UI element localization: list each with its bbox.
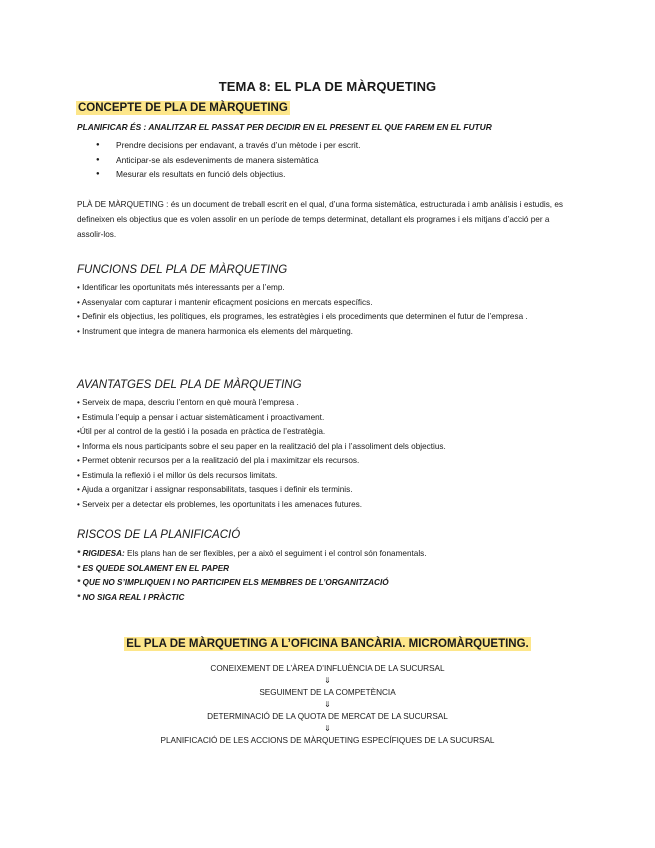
list-item: [77, 547, 427, 562]
list-item: • Serveix de mapa, descriu l’entorn en què mourà l’empresa .: [77, 398, 299, 407]
funcions-heading: FUNCIONS DEL PLA DE MÀRQUETING: [77, 264, 288, 276]
list-item: * NO SIGA REAL I PRÀCTIC: [77, 592, 185, 602]
list-item: ● Anticipar-se als esdeveniments de manera sistemàtica: [96, 153, 360, 168]
micromarqueting-flow: [0, 662, 655, 747]
flow-step: CONEIXEMENT DE L’ÀREA D’INFLUÈNCIA DE LA SUCURSAL: [210, 664, 445, 673]
funcions-list: [77, 281, 577, 340]
flow-step: PLANIFICACIÓ DE LES ACCIONS DE MÀRQUETING ESPECÍFIQUES DE LA SUCURSAL: [160, 736, 495, 745]
rigidesa-label: * RIGIDESA:: [77, 549, 125, 558]
list-item: • Serveix per a detectar els problemes, les oportunitats i les amenaces futures.: [77, 499, 363, 509]
list-item: • Informa els nous participants sobre el seu paper en la realització del pla i l’assoliment dels objectius.: [77, 441, 446, 451]
concepte-bullet-list: [96, 138, 360, 182]
down-arrow-icon: ⇓: [324, 700, 331, 709]
list-item: * ES QUEDE SOLAMENT EN EL PAPER: [77, 563, 230, 573]
list-item: • Estimula la reflexió i el millor ús dels recursos limitats.: [77, 470, 278, 480]
list-item: • Permet obtenir recursos per a la realització del pla i maximitzar els recursos.: [77, 456, 360, 465]
page-title: TEMA 8: EL PLA DE MÀRQUETING: [218, 79, 437, 94]
riscos-list: [77, 547, 427, 605]
rigidesa-text: Els plans han de ser flexibles, per a això el seguiment i el control són fonamentals.: [124, 549, 427, 558]
list-item: •Útil per al control de la gestió i la posada en pràctica de l’estratègia.: [77, 427, 326, 436]
list-item: • Assenyalar com capturar i mantenir eficaçment posicions en mercats específics.: [77, 297, 373, 307]
micro-heading: EL PLA DE MÀRQUETING A L’OFICINA BANCÀRIA. MICROMÀRQUETING.: [126, 638, 529, 650]
list-item: • Ajuda a organitzar i assignar responsabilitats, tasques i definir els terminis.: [77, 485, 353, 494]
down-arrow-icon: ⇓: [324, 724, 331, 733]
section-heading-concepte: [76, 98, 290, 116]
avantatges-heading: AVANTATGES DEL PLA DE MÀRQUETING: [77, 379, 302, 391]
section-heading-micro: [0, 634, 655, 652]
riscos-heading: RISCOS DE LA PLANIFICACIÓ: [77, 529, 241, 541]
list-item: * QUE NO S’IMPLIQUEN I NO PARTICIPEN ELS MEMBRES DE L’ORGANITZACIÓ: [77, 578, 389, 588]
flow-step: SEGUIMENT DE LA COMPETÈNCIA: [259, 688, 396, 697]
pla-de-marqueting-paragraph: PLÀ DE MÀRQUETING : és un document de treball escrit en el qual, d’una forma sistemàtica, estructurada i amb anàlisis i estudis, es defineixen els objectius que es volen assolir en un període de temps determinat, detallant els programes i els mitjans d’acció per a assolir-los.: [77, 200, 564, 239]
flow-step: DETERMINACIÓ DE LA QUOTA DE MERCAT DE LA SUCURSAL: [207, 712, 448, 721]
planificar-definition: PLANIFICAR ÉS : ANALITZAR EL PASSAT PER DECIDIR EN EL PRESENT EL QUE FAREM EN EL FUTUR: [77, 122, 492, 132]
list-item: • Identificar les oportunitats més interessants per a l’emp.: [77, 283, 285, 292]
avantatges-list: [77, 396, 577, 512]
list-item: ● Mesurar els resultats en funció dels objectius.: [96, 167, 360, 182]
down-arrow-icon: ⇓: [324, 676, 331, 685]
concepte-heading: CONCEPTE DE PLA DE MÀRQUETING: [78, 102, 288, 114]
list-item: ● Prendre decisions per endavant, a través d’un mètode i per escrit.: [96, 138, 360, 153]
list-item: • Definir els objectius, les polítiques, els programes, les estratègies i els procediments que determinen el futur de l’empresa .: [77, 312, 528, 322]
list-item: • Instrument que integra de manera harmonica els elements del màrqueting.: [77, 327, 353, 337]
list-item: • Estimula l’equip a pensar i actuar sistemàticament i proactivament.: [77, 412, 325, 422]
